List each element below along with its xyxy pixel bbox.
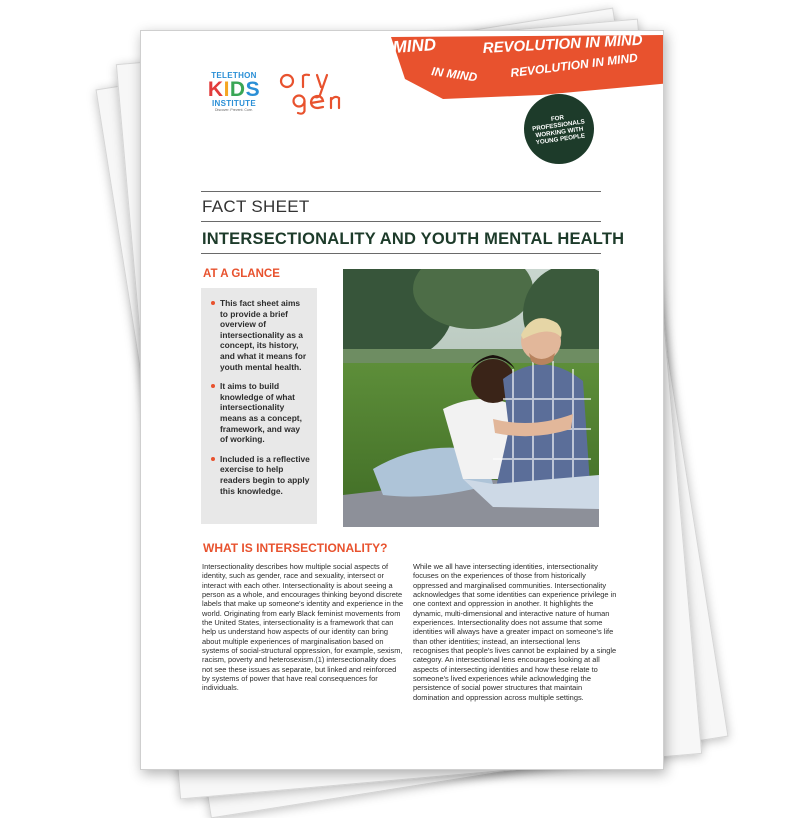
fact-sheet-page (140, 30, 664, 770)
divider (201, 191, 601, 192)
divider (201, 221, 601, 222)
at-a-glance-heading: AT A GLANCE (203, 268, 280, 280)
telethon-kids-logo: TELETHON KIDS INSTITUTE Discover. Prevent. Cure. (207, 71, 261, 112)
body-text-column: While we all have intersecting identities, intersectionality focuses on the experiences of those from historically oppressed and marginalised communities. Intersectionality acknowledges that some identities can experience privilege in one context and oppression in another. It highlights the dynamic, multi-dimensional and interactive nature of human experiences. Intersectionality does not assume that some identities will always have a greater impact on someone's life than other identities; instead, an intersectional lens recognises that people's lives cannot be explained by a single category. An intersectional lens encourages looking at all aspects of intersecting identities and how these relate to someone's lived experiences while acknowledging the persistence of social power structures that maintain domination and oppression across multiple settings. (413, 562, 617, 702)
bullet-icon (211, 457, 215, 461)
bullet-icon (211, 301, 215, 305)
document-type-label: FACT SHEET (202, 197, 310, 216)
glance-item: Included is a reflective exercise to help readers begin to apply this knowledge. (213, 454, 310, 496)
section-heading: WHAT IS INTERSECTIONALITY? (203, 541, 388, 555)
revolution-in-mind-banner (391, 31, 664, 111)
svg-text:REVOLUTION IN MIND: REVOLUTION IN MIND (482, 31, 643, 57)
svg-text:REVOLUTION IN MIND: REVOLUTION IN MIND (509, 50, 639, 80)
cover-photo (343, 269, 599, 527)
glance-item: This fact sheet aims to provide a brief overview of intersectionality as a concept, its history, and what it means for youth mental health. (213, 298, 310, 372)
audience-badge: FOR PROFESSIONALS WORKING WITH YOUNG PEOPLE (524, 94, 594, 164)
orygen-logo (277, 67, 357, 115)
glance-item: It aims to build knowledge of what intersectionality means as a concept, framework, and way of working. (213, 381, 310, 445)
document-title: INTERSECTIONALITY AND YOUTH MENTAL HEALTH (202, 230, 625, 248)
svg-text:MIND: MIND (391, 35, 437, 57)
divider (201, 253, 601, 254)
at-a-glance-box (201, 288, 317, 524)
body-text-column: Intersectionality describes how multiple social aspects of identity, such as gender, race and sexuality, intersect or interact with each other. Intersectionality is about seeing a person as a whole, and encourages thinking beyond discrete labels that make up someone's identity and experience in the world. Originating from early Black feminist movements from the United States, intersectionality is a framework that can help us understand how aspects of our identity can bring about multiple experiences of marginalisation based on systems of social-structural oppression, for example, sexism, racism, poverty and heterosexism.(1) intersectionality does not see these issues as separate, but linked and reinforced by systems of power that have real consequences for individuals. (202, 562, 404, 693)
svg-text:IN MIND: IN MIND (430, 64, 479, 85)
bullet-icon (211, 384, 215, 388)
